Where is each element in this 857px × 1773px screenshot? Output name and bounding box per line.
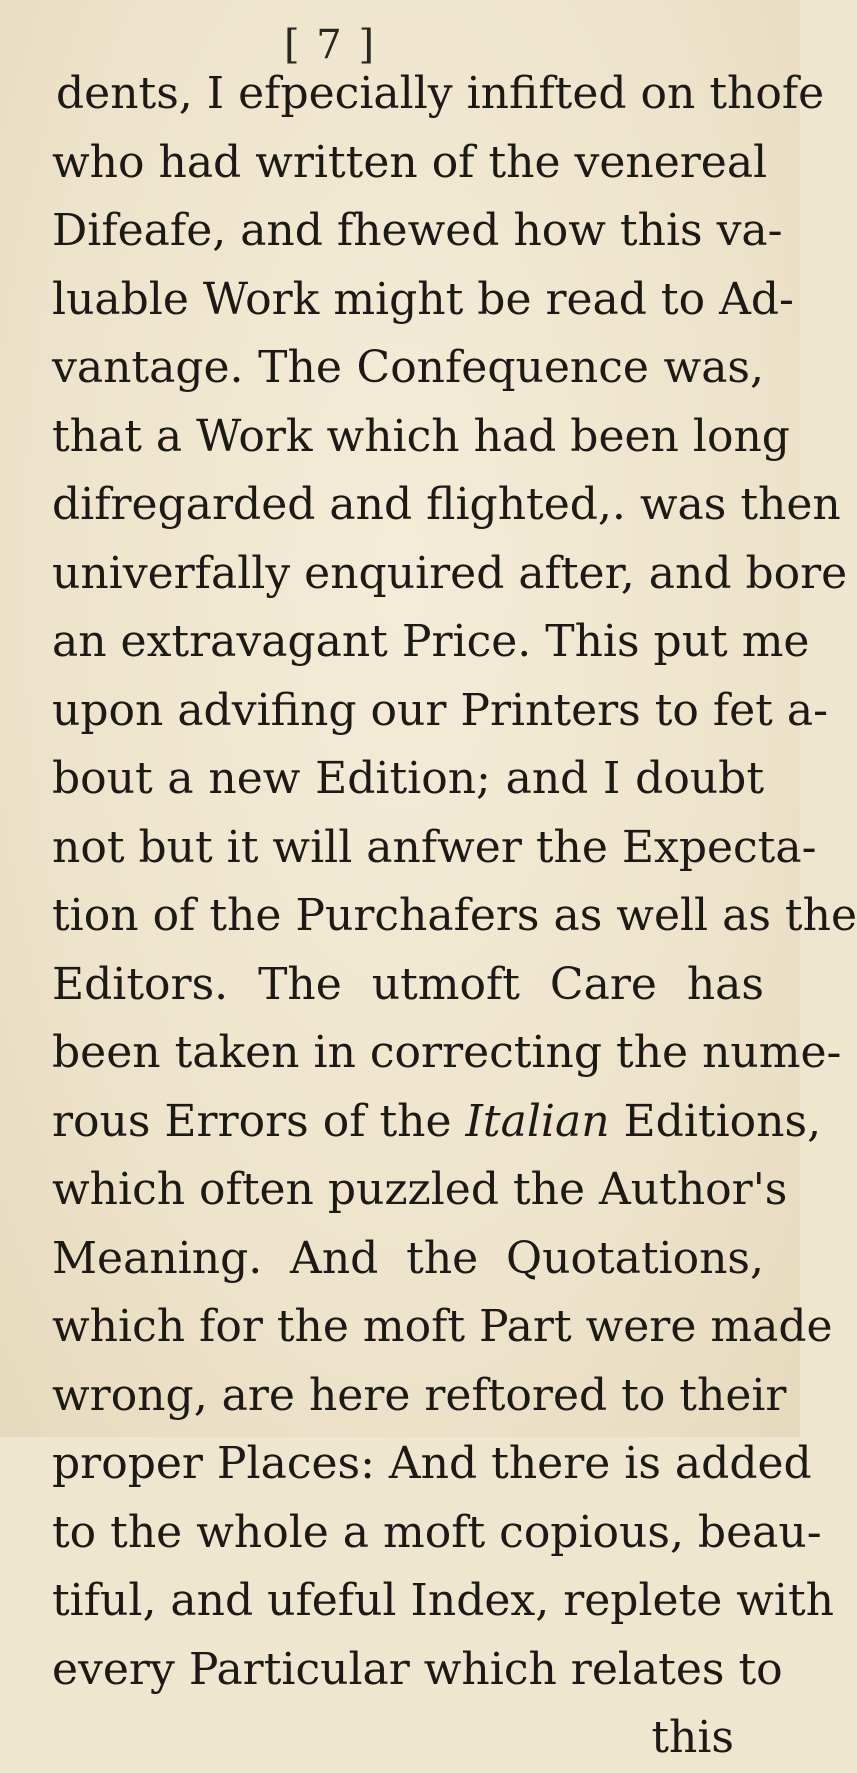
text-line-5: vantage. The Confequence was, (52, 342, 764, 393)
text-line-24: every Particular which relates to (52, 1643, 783, 1695)
text-line-19: which for the moft Part were made (52, 1301, 833, 1352)
text-line-16-end: Editions, (623, 1095, 822, 1147)
text-line-4: luable Work might be read to Ad- (52, 273, 794, 325)
text-line-16-start: rous Errors of the (52, 1095, 452, 1147)
italic-word: Italian (465, 1095, 610, 1147)
text-line-15: been taken in correcting the nume- (52, 1027, 842, 1078)
page-number: [ 7 ] (283, 22, 377, 68)
text-line-7: difregarded and flighted,. was then (52, 479, 841, 530)
text-line-16 (52, 1088, 822, 1157)
body-text (52, 60, 857, 1773)
text-line-3: Difeafe, and fhewed how this va- (52, 205, 783, 256)
text-line-18: Meaning. And the Quotations, (52, 1232, 764, 1284)
text-line-9: an extravagant Price. This put me (52, 616, 810, 667)
text-line-8: univerfally enquired after, and bore (52, 547, 848, 599)
text-line-25: this (651, 1712, 734, 1763)
text-line-20: wrong, are here reftored to their (52, 1369, 787, 1421)
text-line-23: tiful, and ufeful Index, replete with (52, 1575, 835, 1626)
text-line-14: Editors. The utmoft Care has (52, 958, 764, 1010)
text-line-10: upon advifing our Printers to fet a- (52, 684, 828, 736)
text-line-22: to the whole a moft copious, beau- (52, 1506, 822, 1558)
text-line-2: who had written of the venereal (52, 136, 768, 188)
text-line-6: that a Work which had been long (52, 410, 790, 462)
text-line-17: which often puzzled the Author's (52, 1164, 788, 1215)
text-line-11: bout a new Edition; and I doubt (52, 753, 764, 804)
text-line-13: tion of the Purchafers as well as the (52, 890, 857, 941)
text-line-21: proper Places: And there is added (52, 1438, 812, 1489)
text-line-12: not but it will anfwer the Expecta- (52, 821, 817, 873)
text-line-1: dents, I efpecially infifted on thofe (56, 68, 825, 119)
